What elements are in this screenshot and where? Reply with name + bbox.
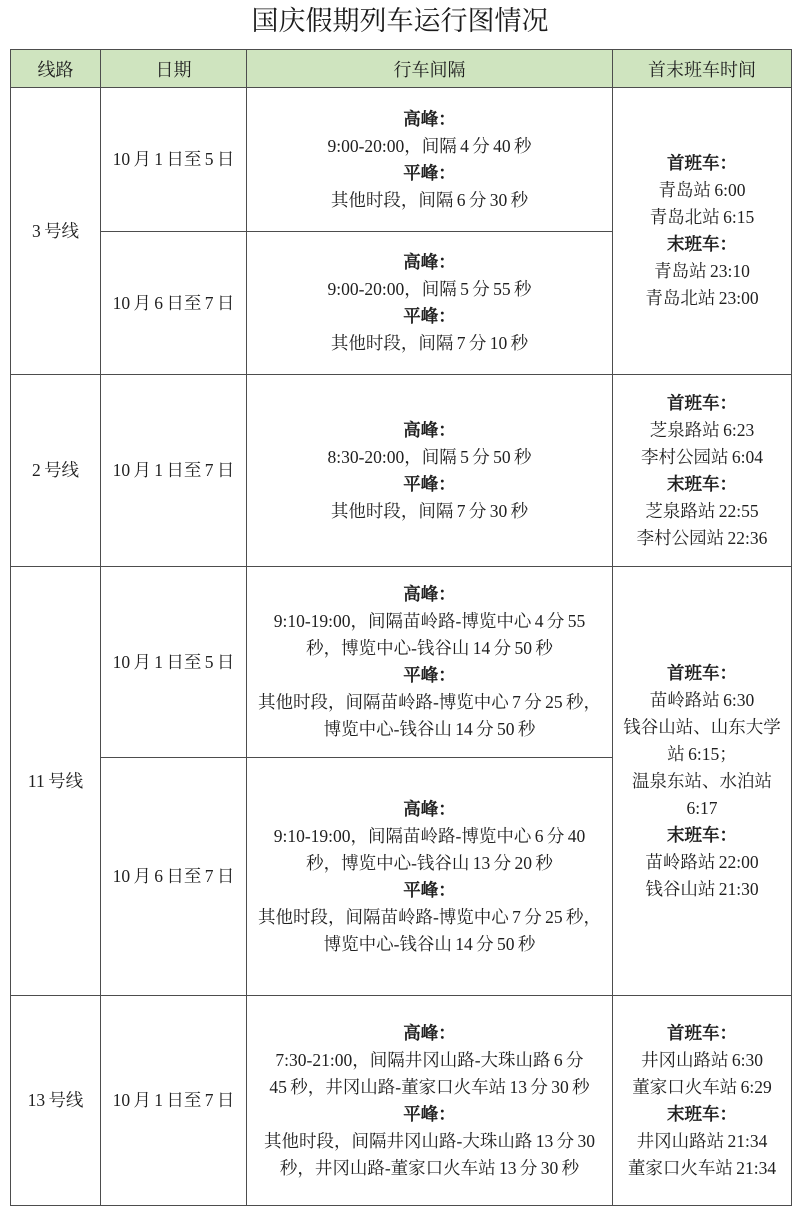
offpeak-label: 平峰： xyxy=(403,162,456,183)
first-last-cell xyxy=(613,567,792,996)
line-name: 11 号线 xyxy=(27,770,84,791)
interval-cell xyxy=(247,758,613,996)
offpeak-text: 其他时段，间隔 7 分 30 秒 xyxy=(330,500,529,521)
date-text: 10 月 1 日至 7 日 xyxy=(112,460,235,480)
peak-label: 高峰： xyxy=(403,419,456,440)
line-name: 2 号线 xyxy=(31,460,80,480)
offpeak-label: 平峰： xyxy=(403,306,456,326)
header-cell-interval: 行车间隔 xyxy=(247,50,613,88)
last-train-text: 青岛站 23:10 xyxy=(654,261,750,281)
first-train-text: 芝泉路站 6:23 xyxy=(649,419,755,440)
offpeak-text: 博览中心-钱谷山 14 分 50 秒 xyxy=(323,933,536,954)
first-train-text: 青岛站 6:00 xyxy=(658,180,746,200)
first-train-text: 苗岭路站 6:30 xyxy=(649,689,755,710)
last-train-text: 董家口火车站 21:34 xyxy=(627,1157,777,1178)
line-name-cell xyxy=(11,567,101,996)
first-last-cell xyxy=(613,996,792,1206)
interval-cell xyxy=(247,375,613,567)
interval-cell xyxy=(247,996,613,1206)
offpeak-text: 秒，井冈山路-董家口火车站 13 分 30 秒 xyxy=(279,1157,580,1178)
peak-text: 9:00-20:00，间隔 5 分 55 秒 xyxy=(327,279,532,299)
first-train-text: 钱谷山站、山东大学 xyxy=(623,716,781,737)
first-train-label: 首班车： xyxy=(667,153,737,173)
peak-text: 45 秒，井冈山路-董家口火车站 13 分 30 秒 xyxy=(269,1076,590,1097)
interval-cell xyxy=(247,232,613,375)
date-cell xyxy=(101,758,247,996)
first-train-text: 李村公园站 6:04 xyxy=(641,446,763,467)
peak-text: 秒，博览中心-钱谷山 13 分 20 秒 xyxy=(306,852,553,873)
interval-cell xyxy=(247,88,613,232)
interval-cell xyxy=(247,567,613,758)
peak-label: 高峰： xyxy=(403,798,456,819)
date-cell xyxy=(101,996,247,1206)
first-train-text: 站 6:15； xyxy=(667,743,737,764)
offpeak-label: 平峰： xyxy=(403,473,456,494)
last-train-text: 芝泉路站 22:55 xyxy=(645,500,759,521)
date-cell xyxy=(101,567,247,758)
peak-text: 7:30-21:00，间隔井冈山路-大珠山路 6 分 xyxy=(275,1049,584,1070)
last-train-text: 青岛北站 23:00 xyxy=(645,288,759,308)
peak-text: 8:30-20:00，间隔 5 分 50 秒 xyxy=(327,446,532,467)
last-train-text: 李村公园站 22:36 xyxy=(636,527,768,548)
first-train-text: 青岛北站 6:15 xyxy=(649,207,755,227)
offpeak-text: 其他时段，间隔苗岭路-博览中心 7 分 25 秒， xyxy=(257,692,602,712)
first-last-cell xyxy=(613,88,792,375)
header-cell-first-last: 首末班车时间 xyxy=(613,50,792,88)
offpeak-label: 平峰： xyxy=(403,665,456,685)
first-train-text: 井冈山路站 6:30 xyxy=(641,1049,763,1070)
table-row xyxy=(11,567,792,758)
peak-text: 秒，博览中心-钱谷山 14 分 50 秒 xyxy=(306,638,553,658)
header-cell-line: 线路 xyxy=(11,50,101,88)
table-row xyxy=(11,996,792,1206)
last-train-label: 末班车： xyxy=(667,1103,737,1124)
peak-label: 高峰： xyxy=(403,108,456,129)
last-train-label: 末班车： xyxy=(667,824,737,845)
last-train-text: 苗岭路站 22:00 xyxy=(645,851,759,872)
line-name: 3 号线 xyxy=(31,220,80,241)
offpeak-text: 其他时段，间隔 7 分 10 秒 xyxy=(330,333,529,353)
peak-text: 9:10-19:00，间隔苗岭路-博览中心 4 分 55 xyxy=(273,611,586,631)
line-name-cell xyxy=(11,375,101,567)
line-name-cell xyxy=(11,996,101,1206)
schedule-table xyxy=(10,49,792,1206)
peak-label: 高峰： xyxy=(403,584,456,604)
date-cell xyxy=(101,232,247,375)
last-train-label: 末班车： xyxy=(667,473,737,494)
page-title: 国庆假期列车运行图情况 xyxy=(251,6,549,37)
last-train-text: 井冈山路站 21:34 xyxy=(636,1130,768,1151)
date-text: 10 月 1 日至 7 日 xyxy=(112,1090,235,1110)
peak-label: 高峰： xyxy=(403,252,456,272)
first-last-cell xyxy=(613,375,792,567)
date-text: 10 月 1 日至 5 日 xyxy=(112,651,235,672)
first-train-text: 温泉东站、水泊站 xyxy=(632,770,772,791)
last-train-text: 钱谷山站 21:30 xyxy=(645,878,759,899)
offpeak-text: 其他时段，间隔苗岭路-博览中心 7 分 25 秒， xyxy=(257,906,602,927)
offpeak-label: 平峰： xyxy=(403,879,456,900)
peak-label: 高峰： xyxy=(403,1022,456,1043)
first-train-label: 首班车： xyxy=(667,662,737,683)
offpeak-text: 其他时段，间隔井冈山路-大珠山路 13 分 30 xyxy=(264,1130,595,1151)
first-train-label: 首班车： xyxy=(667,392,737,413)
peak-text: 9:00-20:00，间隔 4 分 40 秒 xyxy=(327,135,532,156)
line-name-cell xyxy=(11,88,101,375)
last-train-label: 末班车： xyxy=(667,234,737,254)
date-text: 10 月 1 日至 5 日 xyxy=(112,149,235,169)
header-row xyxy=(11,50,792,88)
date-text: 10 月 6 日至 7 日 xyxy=(112,292,235,313)
offpeak-label: 平峰： xyxy=(403,1103,456,1124)
table-row xyxy=(11,88,792,232)
header-cell-date: 日期 xyxy=(101,50,247,88)
peak-text: 9:10-19:00，间隔苗岭路-博览中心 6 分 40 xyxy=(273,825,586,846)
table-row xyxy=(11,375,792,567)
date-cell xyxy=(101,375,247,567)
first-train-text: 6:17 xyxy=(686,797,718,818)
offpeak-text: 其他时段，间隔 6 分 30 秒 xyxy=(330,189,529,210)
first-train-label: 首班车： xyxy=(667,1022,737,1043)
offpeak-text: 博览中心-钱谷山 14 分 50 秒 xyxy=(323,719,536,739)
date-text: 10 月 6 日至 7 日 xyxy=(112,866,235,886)
first-train-text: 董家口火车站 6:29 xyxy=(632,1076,772,1097)
line-name: 13 号线 xyxy=(27,1090,84,1110)
date-cell xyxy=(101,88,247,232)
